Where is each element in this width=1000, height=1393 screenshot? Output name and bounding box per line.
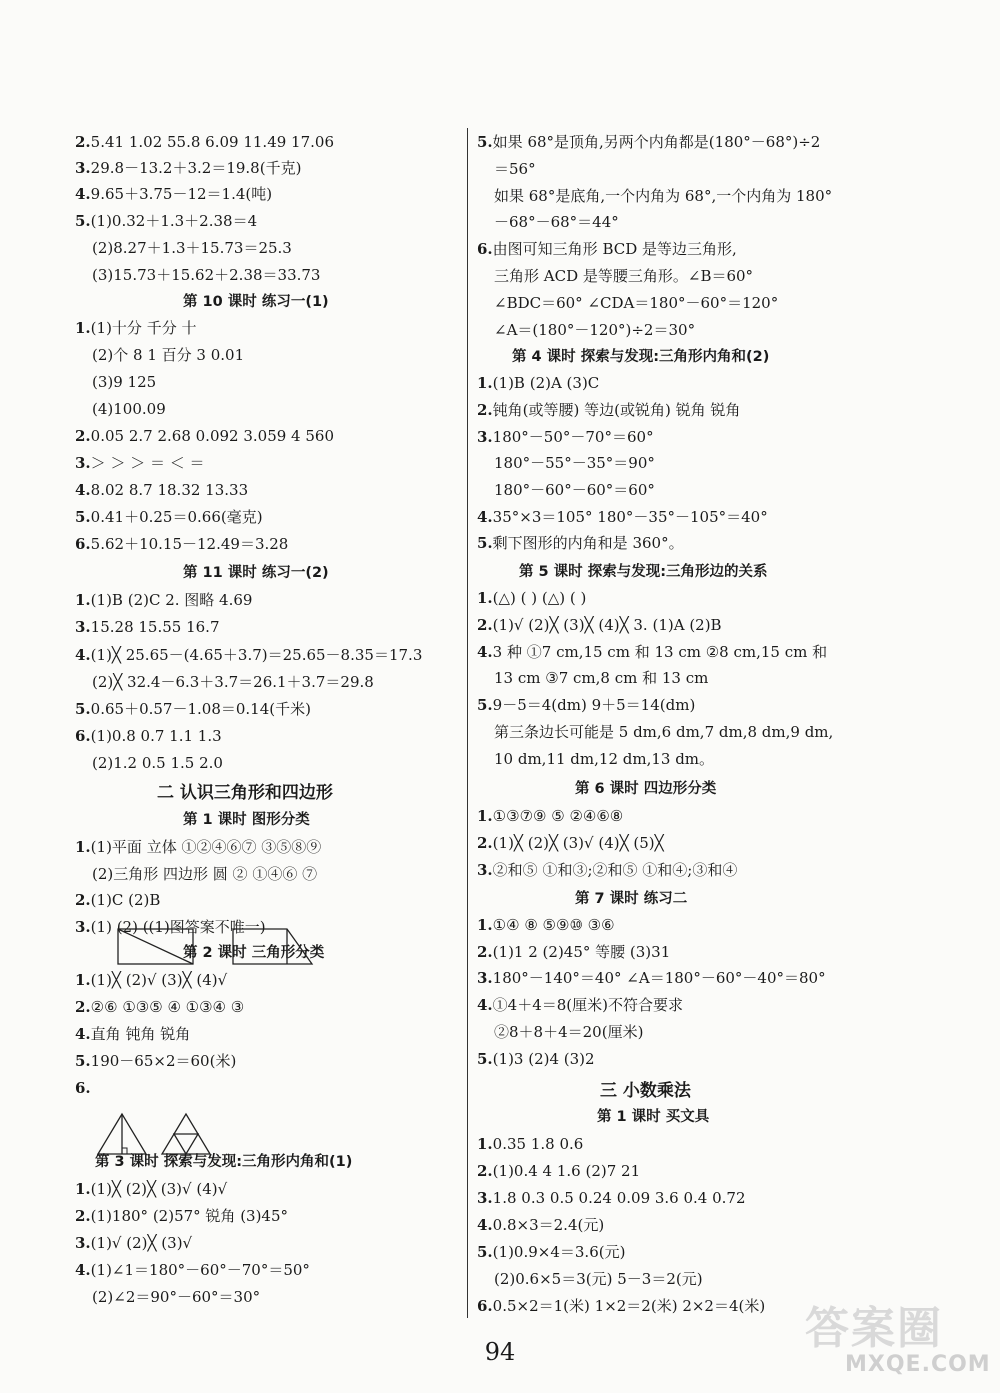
question-number: 1.	[75, 971, 91, 989]
answer-line	[75, 1206, 288, 1226]
lesson-heading: 第 1 课时 图形分类	[183, 812, 310, 828]
answer-line	[477, 533, 684, 553]
answer-line	[75, 970, 227, 990]
answer-line	[92, 672, 374, 692]
question-number: 2.	[75, 427, 91, 445]
lesson-heading: 第 5 课时 探索与发现:三角形边的关系	[519, 564, 768, 580]
answer-line	[75, 158, 301, 178]
question-number: 2.	[477, 1162, 493, 1180]
lesson-heading: 第 10 课时 练习一(1)	[183, 294, 329, 310]
answer-line	[92, 238, 292, 258]
question-number: 3.	[75, 618, 91, 636]
answer-text: 190－65×2＝60(米)	[90, 1052, 237, 1070]
answer-text: (1)B (2)C 2. 图略 4.69	[90, 591, 253, 609]
question-number: 2.	[75, 1207, 91, 1225]
answer-text: (1)C (2)B	[90, 891, 161, 909]
answer-text: (1)0.8 0.7 1.1 1.3	[90, 727, 222, 745]
chapter-heading: 三 小数乘法	[600, 1081, 691, 1101]
answer-line	[494, 186, 832, 206]
answer-text: ②和⑤ ①和③;②和⑤ ①和④;③和④	[492, 861, 738, 879]
answer-line	[494, 159, 536, 179]
answer-text: 180°－55°－35°＝90°	[494, 454, 655, 472]
question-number: 5.	[477, 534, 493, 552]
answer-line	[92, 864, 317, 884]
question-number: 4.	[75, 646, 91, 664]
lesson-heading: 第 7 课时 练习二	[575, 891, 688, 907]
answer-line	[92, 265, 320, 285]
question-number: 1.	[75, 1180, 91, 1198]
answer-line	[477, 806, 623, 826]
answer-text: 0.05 2.7 2.68 0.092 3.059 4 560	[90, 427, 334, 445]
answer-line	[477, 1188, 746, 1208]
answer-text: 9.65＋3.75－12＝1.4(吨)	[90, 185, 273, 203]
answer-text: (2)1.2 0.5 1.5 2.0	[92, 754, 223, 772]
answer-text: (4)100.09	[92, 400, 166, 418]
question-number: 3.	[75, 159, 91, 177]
answer-line	[75, 1179, 227, 1199]
question-number: 6.	[477, 1297, 493, 1315]
question-number: 2.	[477, 616, 493, 634]
question-number: 1.	[75, 838, 91, 856]
answer-text: (3)15.73＋15.62＋2.38＝33.73	[92, 266, 321, 284]
answer-text: 0.8×3＝2.4(元)	[492, 1216, 605, 1234]
question-number: 4.	[75, 481, 91, 499]
answer-line	[75, 1078, 91, 1098]
answer-line	[494, 320, 695, 340]
question-number: 4.	[75, 1261, 91, 1279]
answer-text: ①③⑦⑨ ⑤ ②④⑥⑧	[492, 807, 624, 825]
answer-text: 180°－140°＝40° ∠A＝180°－60°－40°＝80°	[492, 969, 826, 987]
question-number: 5.	[75, 212, 91, 230]
answer-line	[92, 753, 223, 773]
answer-text: ①④ ⑧ ⑤⑨⑩ ③⑥	[492, 916, 615, 934]
answer-text: (1)3 (2)4 (3)2	[492, 1050, 595, 1068]
isosceles-triangle-height-figure	[96, 1112, 148, 1156]
answer-line	[477, 132, 820, 152]
answer-line	[75, 453, 205, 473]
answer-text: 第三条边长可能是 5 dm,6 dm,7 dm,8 dm,9 dm,	[494, 723, 834, 741]
answer-text: 钝角(或等腰) 等边(或锐角) 锐角 锐角	[492, 401, 741, 419]
answer-text: (1)B (2)A (3)C	[492, 374, 600, 392]
question-number: 1.	[477, 589, 493, 607]
answer-text: (1)平面 立体 ①②④⑥⑦ ③⑤⑧⑨	[90, 838, 322, 856]
answer-line	[75, 590, 252, 610]
question-number: 6.	[75, 727, 91, 745]
answer-text: (1)十分 千分 十	[90, 319, 197, 337]
watermark	[805, 1292, 995, 1388]
answer-text: (1)╳ (2)√ (3)╳ (4)√	[90, 971, 228, 989]
answer-text: 180°－60°－60°＝60°	[494, 481, 655, 499]
question-number: 2.	[477, 834, 493, 852]
answer-text: 3 种 ①7 cm,15 cm 和 13 cm ②8 cm,15 cm 和	[492, 643, 828, 661]
answer-line	[494, 1269, 703, 1289]
answer-text: 由图可知三角形 BCD 是等边三角形,	[492, 240, 737, 258]
answer-text: 9－5＝4(dm) 9＋5＝14(dm)	[492, 696, 696, 714]
answer-text: ＞ ＞ ＞ ＝ ＜ ＝	[90, 454, 205, 472]
question-number: 4.	[75, 1025, 91, 1043]
answer-line	[92, 372, 156, 392]
answer-text: (2)∠2＝90°－60°＝30°	[92, 1288, 261, 1306]
question-number: 1.	[477, 374, 493, 392]
answer-text: 直角 钝角 锐角	[90, 1025, 191, 1043]
answer-text: 0.35 1.8 0.6	[492, 1135, 584, 1153]
answer-line	[75, 699, 311, 719]
answer-line	[75, 645, 422, 665]
answer-text: (1)180° (2)57° 锐角 (3)45°	[90, 1207, 289, 1225]
answer-line	[75, 1051, 236, 1071]
answer-line	[75, 211, 257, 231]
question-number: 2.	[75, 891, 91, 909]
column-divider	[467, 128, 468, 1318]
watermark-url: MXQE.COM	[845, 1352, 991, 1377]
answer-line	[75, 507, 263, 527]
answer-line	[75, 890, 160, 910]
question-number: 2.	[75, 998, 91, 1016]
answer-line	[75, 426, 334, 446]
answer-text: (1)1 2 (2)45° 等腰 (3)31	[492, 943, 671, 961]
answer-line	[477, 615, 722, 635]
lesson-heading: 第 6 课时 四边形分类	[575, 781, 717, 797]
question-number: 5.	[75, 1052, 91, 1070]
question-number: 3.	[75, 1234, 91, 1252]
answer-text: 180°－50°－70°＝60°	[492, 428, 654, 446]
answer-text: (2)8.27＋1.3＋15.73＝25.3	[92, 239, 292, 257]
answer-text: ②8＋8＋4＝20(厘米)	[494, 1023, 644, 1041]
answer-text: 5.41 1.02 55.8 6.09 11.49 17.06	[90, 133, 334, 151]
answer-text: 35°×3＝105° 180°－35°－105°＝40°	[492, 508, 768, 526]
answer-line	[75, 1233, 192, 1253]
answer-line	[477, 833, 664, 853]
answer-text: 0.65＋0.57－1.08＝0.14(千米)	[90, 700, 311, 718]
answer-text: (1)∠1＝180°－60°－70°＝50°	[90, 1261, 310, 1279]
answer-text: (1)0.4 4 1.6 (2)7 21	[492, 1162, 641, 1180]
question-number: 3.	[75, 454, 91, 472]
answer-line	[75, 1024, 190, 1044]
answer-line	[477, 995, 683, 1015]
answer-line	[477, 1161, 640, 1181]
question-number: 5.	[477, 1050, 493, 1068]
answer-line	[75, 184, 272, 204]
question-number: 5.	[75, 700, 91, 718]
answer-text: (1)√ (2)╳ (3)√	[90, 1234, 193, 1252]
answer-text: 三角形 ACD 是等腰三角形。∠B＝60°	[494, 267, 754, 285]
question-number: 5.	[477, 1243, 493, 1261]
answer-line	[477, 588, 586, 608]
answer-line	[477, 1296, 765, 1316]
lesson-heading: 第 1 课时 买文具	[597, 1109, 710, 1125]
answer-text: 8.02 8.7 18.32 13.33	[90, 481, 249, 499]
question-number: 6.	[75, 535, 91, 553]
answer-text: (1)0.32＋1.3＋2.38＝4	[90, 212, 258, 230]
answer-line	[477, 400, 740, 420]
answer-text: (1)0.9×4＝3.6(元)	[492, 1243, 626, 1261]
answer-line	[494, 293, 778, 313]
question-number: 4.	[477, 996, 493, 1014]
answer-text: (2)0.6×5＝3(元) 5－3＝2(元)	[494, 1270, 703, 1288]
answer-text: 15.28 15.55 16.7	[90, 618, 220, 636]
answer-text: 如果 68°是底角,一个内角为 68°,一个内角为 180°	[494, 187, 833, 205]
answer-text: ②⑥ ①③⑤ ④ ①③④ ③	[90, 998, 245, 1016]
answer-line	[477, 860, 737, 880]
lesson-heading: 第 2 课时 三角形分类	[183, 945, 325, 961]
question-number: 3.	[75, 918, 91, 936]
answer-line	[75, 132, 334, 152]
answer-text: (1)╳ 25.65－(4.65＋3.7)＝25.65－8.35＝17.3	[90, 646, 423, 664]
answer-line	[477, 1242, 625, 1262]
question-number: 6.	[477, 240, 493, 258]
question-number: 3.	[477, 861, 493, 879]
answer-line	[494, 1022, 643, 1042]
answer-text: (1)╳ (2)╳ (3)√ (4)╳ (5)╳	[492, 834, 664, 852]
answer-line	[477, 915, 615, 935]
answer-line	[494, 480, 655, 500]
answer-line	[477, 1049, 595, 1069]
question-number: 3.	[477, 1189, 493, 1207]
answer-line	[75, 837, 321, 857]
lesson-heading: 第 11 课时 练习一(2)	[183, 565, 329, 581]
answer-text: (1)√ (2)╳ (3)╳ (4)╳ 3. (1)A (2)B	[492, 616, 722, 634]
answer-text: (2)个 8 1 百分 3 0.01	[92, 346, 245, 364]
answer-line	[477, 507, 768, 527]
answer-text: 5.62＋10.15－12.49＝3.28	[90, 535, 289, 553]
watermark-text: 答案圈	[805, 1303, 943, 1354]
answer-text: (3)9 125	[92, 373, 157, 391]
answer-line	[477, 1215, 604, 1235]
question-number: 2.	[75, 133, 91, 151]
answer-text: (1) (2) ((1)图答案不唯一)	[90, 918, 266, 936]
answer-text: ∠BDC＝60° ∠CDA＝180°－60°＝120°	[494, 294, 779, 312]
lesson-heading: 第 3 课时 探索与发现:三角形内角和(1)	[95, 1154, 353, 1170]
lesson-heading: 第 4 课时 探索与发现:三角形内角和(2)	[512, 349, 770, 365]
answer-line	[494, 722, 833, 742]
question-number: 4.	[477, 1216, 493, 1234]
answer-line	[494, 266, 753, 286]
answer-text: 1.8 0.3 0.5 0.24 0.09 3.6 0.4 0.72	[492, 1189, 746, 1207]
question-number: 1.	[75, 319, 91, 337]
answer-line	[75, 617, 220, 637]
answer-text: ①4＋4＝8(厘米)不符合要求	[492, 996, 684, 1014]
question-number: 4.	[477, 643, 493, 661]
trapezoid-figure	[232, 928, 314, 966]
answer-text: 13 cm ③7 cm,8 cm 和 13 cm	[494, 669, 709, 687]
answer-line	[477, 427, 654, 447]
page-number: 94	[484, 1338, 516, 1366]
answer-text: ＝56°	[494, 160, 536, 178]
question-number: 5.	[477, 133, 493, 151]
answer-line	[477, 373, 599, 393]
answer-line	[92, 345, 244, 365]
question-number: 6.	[75, 1079, 91, 1097]
answer-line	[494, 668, 708, 688]
answer-text: (△) ( ) (△) ( )	[492, 589, 587, 607]
answer-line	[75, 1260, 310, 1280]
answer-text: －68°－68°＝44°	[494, 213, 619, 231]
question-number: 4.	[477, 508, 493, 526]
answer-line	[477, 695, 695, 715]
answer-text: 10 dm,11 dm,12 dm,13 dm。	[494, 750, 715, 768]
answer-text: 0.5×2＝1(米) 1×2＝2(米) 2×2＝4(米)	[492, 1297, 766, 1315]
question-number: 1.	[477, 1135, 493, 1153]
question-number: 5.	[75, 508, 91, 526]
answer-line	[494, 212, 619, 232]
question-number: 3.	[477, 969, 493, 987]
answer-line	[477, 942, 670, 962]
answer-text: (2)三角形 四边形 圆 ② ①④⑥ ⑦	[92, 865, 318, 883]
question-number: 4.	[75, 185, 91, 203]
question-number: 1.	[477, 807, 493, 825]
answer-line	[92, 399, 166, 419]
answer-line	[494, 749, 714, 769]
answer-text: (1)╳ (2)╳ (3)√ (4)√	[90, 1180, 228, 1198]
question-number: 2.	[477, 943, 493, 961]
answer-line	[75, 534, 288, 554]
triangle-inscribed-figure	[160, 1112, 212, 1156]
answer-text: 29.8－13.2＋3.2＝19.8(千克)	[90, 159, 302, 177]
chapter-heading: 二 认识三角形和四边形	[157, 783, 333, 803]
answer-line	[75, 480, 248, 500]
answer-line	[75, 318, 196, 338]
question-number: 5.	[477, 696, 493, 714]
answer-line	[477, 968, 826, 988]
rectangle-diagonal-figure	[117, 928, 195, 966]
answer-text: 0.41＋0.25＝0.66(毫克)	[90, 508, 263, 526]
answer-line	[494, 453, 655, 473]
answer-text: (2)╳ 32.4－6.3＋3.7＝26.1＋3.7＝29.8	[92, 673, 374, 691]
answer-line	[477, 1134, 583, 1154]
answer-line	[477, 239, 737, 259]
answer-line	[75, 726, 222, 746]
question-number: 1.	[75, 591, 91, 609]
answer-line	[92, 1287, 260, 1307]
question-number: 1.	[477, 916, 493, 934]
answer-text: 如果 68°是顶角,另两个内角都是(180°－68°)÷2	[492, 133, 821, 151]
answer-text: ∠A＝(180°－120°)÷2＝30°	[494, 321, 696, 339]
question-number: 3.	[477, 428, 493, 446]
answer-text: 剩下图形的内角和是 360°。	[492, 534, 684, 552]
answer-line	[477, 642, 827, 662]
question-number: 2.	[477, 401, 493, 419]
answer-line	[75, 997, 244, 1017]
